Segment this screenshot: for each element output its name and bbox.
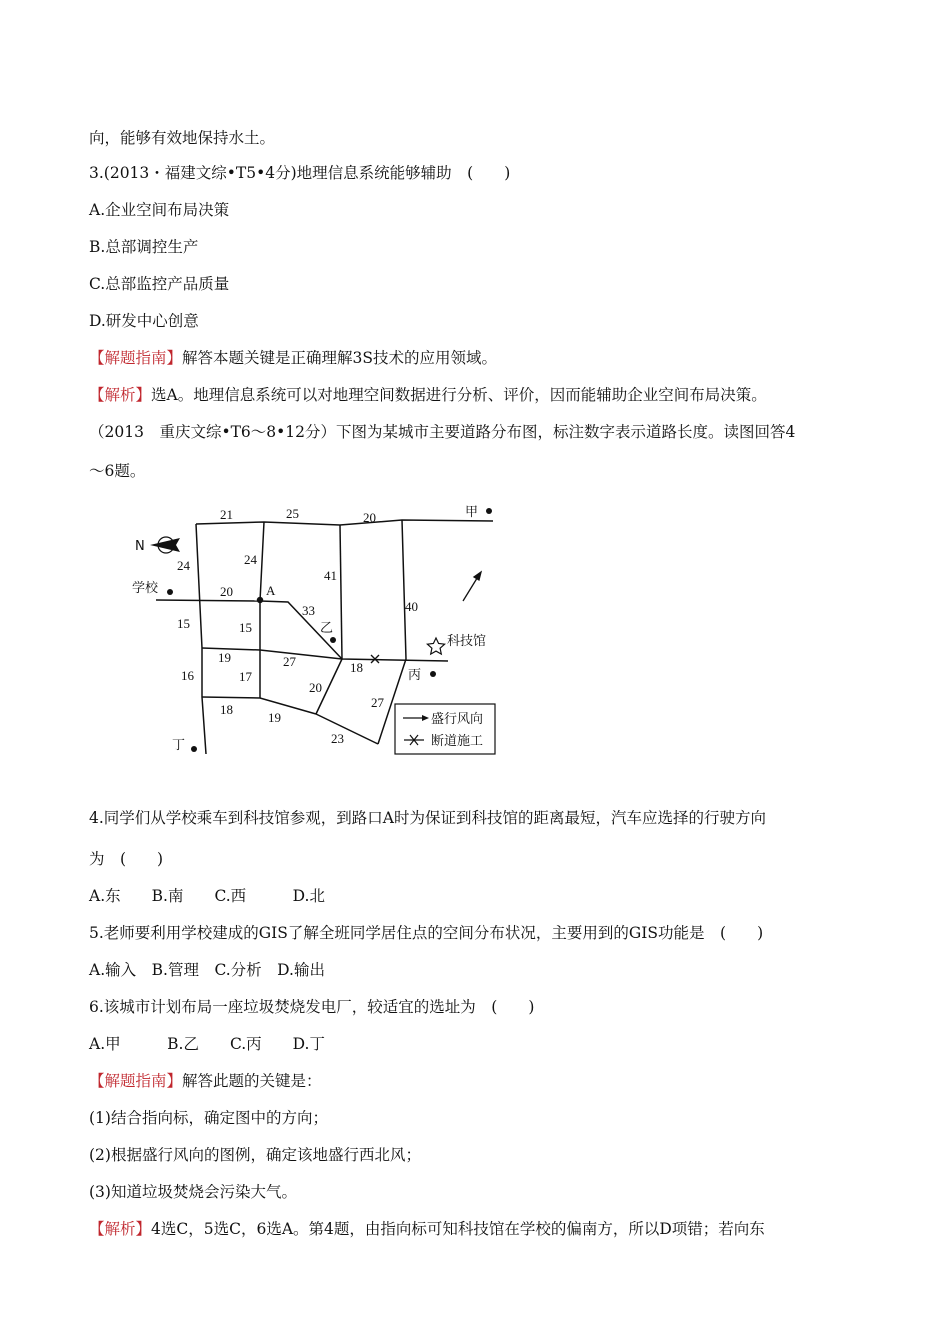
option-3b: B.总部调控生产 [89, 238, 199, 256]
road-length: 24 [177, 558, 190, 573]
road-a-vertical [260, 522, 264, 698]
question-5: 5.老师要利用学校建成的GIS了解全班同学居住点的空间分布状况，主要用到的GIS功能是 ( ) [89, 924, 764, 942]
road-map [120, 492, 510, 764]
intro-line-2: ～6题。 [89, 462, 146, 480]
jia-dot [486, 508, 492, 514]
jia-label: 甲 [465, 505, 479, 520]
road-length: 15 [239, 620, 252, 635]
road-length: 23 [331, 731, 344, 746]
analysis-1 [89, 385, 767, 405]
ding-label: 丁 [172, 738, 186, 753]
legend-wind-label: 盛行风向 [431, 712, 484, 727]
north-arrow-icon [150, 537, 180, 553]
guide-text: 解答本题关键是正确理解3S技术的应用领域。 [182, 349, 497, 367]
point-a-label: A [266, 583, 276, 598]
road-41 [340, 525, 342, 659]
school-label: 学校 [132, 581, 159, 596]
text-line: 向，能够有效地保持水土。 [89, 129, 276, 147]
question-4-options: A.东 B.南 C.西 D.北 [89, 887, 325, 905]
question-4-line-1: 4.同学们从学校乘车到科技馆参观，到路口A时为保证到科技馆的距离最短，汽车应选择的行驶方向 [89, 809, 766, 827]
wind-arrow-icon [463, 572, 481, 601]
road-length: 17 [239, 669, 252, 684]
road-length: 20 [220, 584, 233, 599]
road-length: 24 [244, 552, 257, 567]
road-27 [316, 714, 378, 744]
question-4-line-2: 为 ( ) [89, 850, 164, 868]
question-5-options: A.输入 B.管理 C.分析 D.输出 [89, 961, 325, 979]
guide-tag: 【解题指南】 [89, 1072, 183, 1090]
bing-dot [430, 671, 436, 677]
road-top [196, 520, 493, 525]
intro-line-1: （2013 重庆文综•T6～8•12分）下图为某城市主要道路分布图，标注数字表示道路长度。读图回答4 [89, 423, 796, 441]
question-3: 3.(2013・福建文综•T5•4分)地理信息系统能够辅助 ( ) [89, 164, 511, 182]
question-6: 6.该城市计划布局一座垃圾焚烧发电厂，较适宜的选址为 ( ) [89, 998, 535, 1016]
road-length: 40 [405, 599, 418, 614]
road-left [196, 524, 206, 754]
analysis-2 [89, 1219, 765, 1239]
legend-block-label: 断道施工 [431, 734, 484, 749]
guide-2 [89, 1071, 322, 1091]
point-a-dot [257, 597, 263, 603]
yi-label: 乙 [320, 621, 334, 636]
road-length: 19 [218, 650, 231, 665]
option-3c: C.总部监控产品质量 [89, 275, 230, 293]
road-length: 18 [350, 660, 363, 675]
guide-text: 解答此题的关键是： [182, 1072, 322, 1090]
road-length: 16 [181, 668, 194, 683]
guide-point-2: (2)根据盛行风向的图例，确定该地盛行西北风； [89, 1146, 421, 1164]
road-length: 15 [177, 616, 190, 631]
road-length: 18 [220, 702, 233, 717]
road-length: 27 [371, 695, 384, 710]
star-icon [427, 638, 444, 654]
guide-1 [89, 348, 497, 368]
analysis-text: 4选C，5选C，6选A。第4题，由指向标可知科技馆在学校的偏南方，所以D项错；若向东 [151, 1220, 765, 1238]
school-dot [167, 589, 173, 595]
question-6-options: A.甲 B.乙 C.丙 D.丁 [89, 1035, 325, 1053]
road-length: 19 [268, 710, 281, 725]
yi-dot [330, 637, 336, 643]
ding-dot [191, 746, 197, 752]
analysis-tag: 【解析】 [89, 1220, 152, 1238]
bing-label: 丙 [408, 668, 422, 683]
legend [395, 704, 495, 754]
guide-tag: 【解题指南】 [89, 349, 183, 367]
analysis-text: 选A。地理信息系统可以对地理空间数据进行分析、评价，因而能辅助企业空间布局决策。 [151, 386, 767, 404]
road-length: 33 [302, 603, 315, 618]
road-length: 25 [286, 506, 299, 521]
museum-label: 科技馆 [447, 634, 487, 649]
road-length: 21 [220, 507, 233, 522]
road-school [156, 600, 260, 601]
guide-point-3: (3)知道垃圾焚烧会污染大气。 [89, 1183, 297, 1201]
north-label: N [135, 539, 145, 554]
road-length: 20 [363, 510, 376, 525]
road-middle [202, 648, 448, 661]
option-3d: D.研发中心创意 [89, 312, 199, 330]
analysis-tag: 【解析】 [89, 386, 152, 404]
road-length: 41 [324, 568, 337, 583]
guide-point-1: (1)结合指向标，确定图中的方向； [89, 1109, 328, 1127]
road-length: 20 [309, 680, 322, 695]
road-length: 27 [283, 654, 296, 669]
option-3a: A.企业空间布局决策 [89, 201, 230, 219]
